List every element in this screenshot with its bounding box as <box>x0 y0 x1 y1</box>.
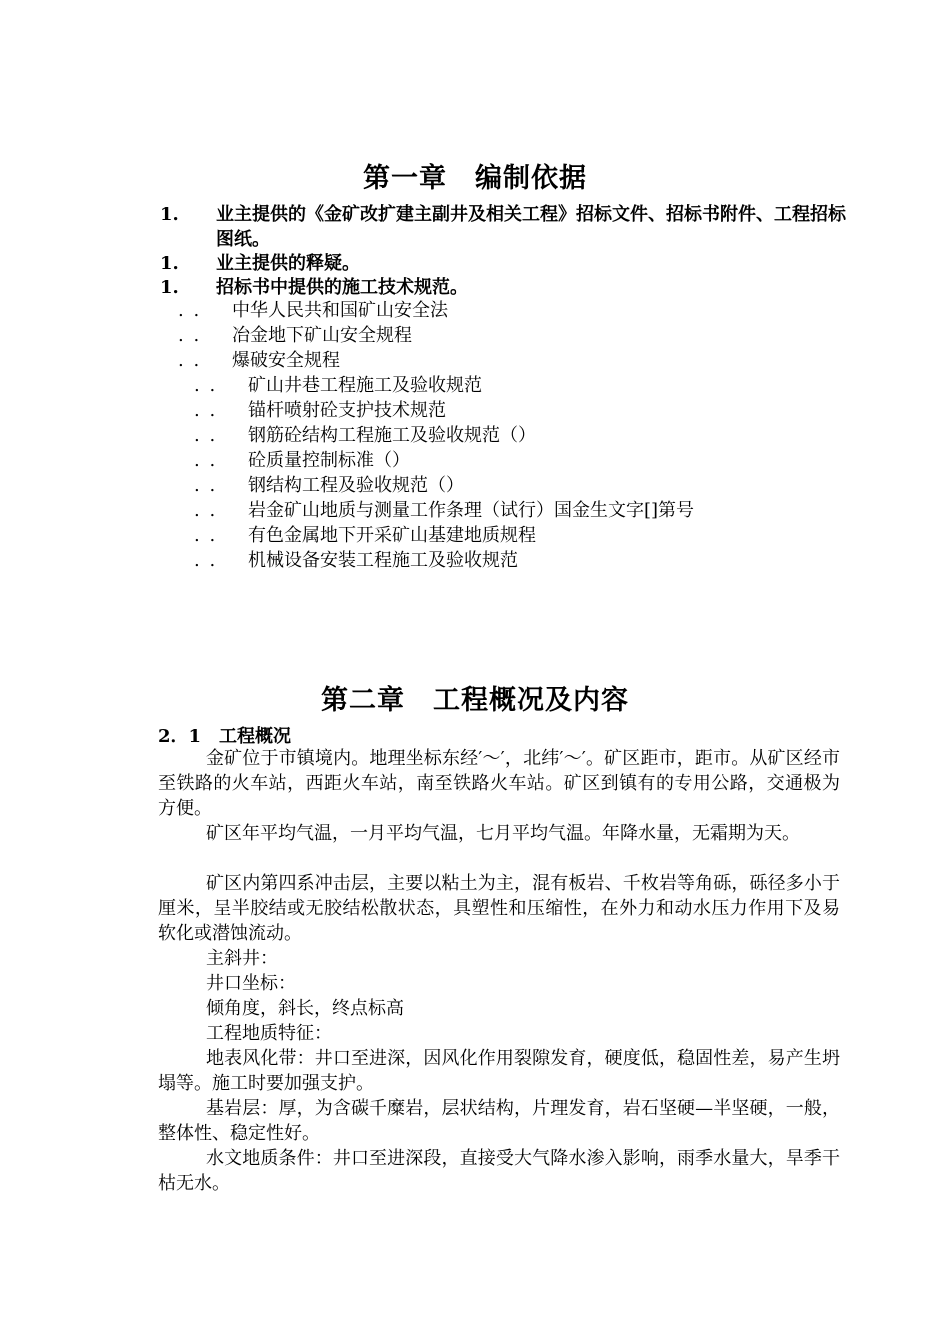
standard-name: 矿山井巷工程施工及验收规范 <box>248 375 482 396</box>
chapter-2-title: 第二章 工程概况及内容 <box>321 685 629 716</box>
item-number: 1. <box>160 204 179 225</box>
chapter-1-title: 第一章 编制依据 <box>363 163 587 194</box>
list-marker: . . <box>194 500 218 521</box>
list-marker: . . <box>194 550 218 571</box>
standard-name: 中华人民共和国矿山安全法 <box>232 300 448 321</box>
paragraph-climate: 矿区年平均气温，一月平均气温，七月平均气温。年降水量，无霜期为天。 <box>206 823 800 844</box>
standard-item <box>194 473 464 498</box>
standard-item <box>194 423 536 448</box>
list-marker: . . <box>178 300 202 321</box>
list-marker: . . <box>194 450 218 471</box>
standard-item <box>178 348 340 373</box>
standard-name: 冶金地下矿山安全规程 <box>232 325 412 346</box>
paragraph-weathered-zone: 地表风化带：井口至进深，因风化作用裂隙发育，硬度低，稳固性差，易产生坍塌等。施工时要加强支护。 <box>158 1048 840 1094</box>
item-number: 1. <box>160 253 179 274</box>
text-line: 主斜井： <box>206 948 278 969</box>
standard-name: 锚杆喷射砼支护技术规范 <box>248 400 446 421</box>
standard-item <box>194 398 446 423</box>
paragraph-geology: 矿区内第四系冲击层，主要以粘土为主，混有板岩、千枚岩等角砾，砾径多小于厘米，呈半胶结或无胶结松散状态，具塑性和压缩性，在外力和动水压力作用下及易软化或潜蚀流动。 <box>158 873 840 944</box>
standard-name: 有色金属地下开采矿山基建地质规程 <box>248 525 536 546</box>
standard-item <box>194 448 410 473</box>
item-text: 业主提供的《金矿改扩建主副井及相关工程》招标文件、招标书附件、工程招标图纸。 <box>216 204 846 250</box>
standard-item <box>178 323 412 348</box>
standard-name: 砼质量控制标准（） <box>248 450 410 471</box>
list-marker: . . <box>178 325 202 346</box>
paragraph-hydrogeology: 水文地质条件：井口至进深段，直接受大气降水渗入影响，雨季水量大，旱季干枯无水。 <box>158 1148 840 1194</box>
standard-item <box>194 373 482 398</box>
standard-item <box>194 548 518 573</box>
standard-name: 钢结构工程及验收规范（） <box>248 475 464 496</box>
standard-name: 机械设备安装工程施工及验收规范 <box>248 550 518 571</box>
standard-name: 钢筋砼结构工程施工及验收规范（） <box>248 425 536 446</box>
standard-item <box>194 498 694 523</box>
standard-name: 爆破安全规程 <box>232 350 340 371</box>
item-number: 1. <box>160 277 179 298</box>
paragraph-location: 金矿位于市镇境内。地理坐标东经′～′，北纬′～′。矿区距市，距市。从矿区经市至铁路的火车站，西距火车站，南至铁路火车站。矿区到镇有的专用公路，交通极为方便。 <box>158 748 840 819</box>
text-line: 工程地质特征： <box>206 1023 332 1044</box>
item-text: 招标书中提供的施工技术规范。 <box>216 277 468 298</box>
list-marker: . . <box>194 525 218 546</box>
standard-name: 岩金矿山地质与测量工作条理（试行）国金生文字[]第号 <box>248 500 695 521</box>
list-marker: . . <box>194 425 218 446</box>
item-text: 业主提供的释疑。 <box>216 253 360 274</box>
paragraph-bedrock: 基岩层：厚，为含碳千糜岩，层状结构，片理发育，岩石坚硬—半坚硬，一般，整体性、稳定性好。 <box>158 1098 840 1144</box>
standard-item <box>178 298 448 323</box>
list-marker: . . <box>178 350 202 371</box>
standard-item <box>194 523 536 548</box>
list-marker: . . <box>194 475 218 496</box>
text-line: 井口坐标： <box>206 973 296 994</box>
text-line: 倾角度，斜长，终点标高 <box>206 998 404 1019</box>
section-heading: 2．1 工程概况 <box>158 726 292 747</box>
list-marker: . . <box>194 375 218 396</box>
list-marker: . . <box>194 400 218 421</box>
